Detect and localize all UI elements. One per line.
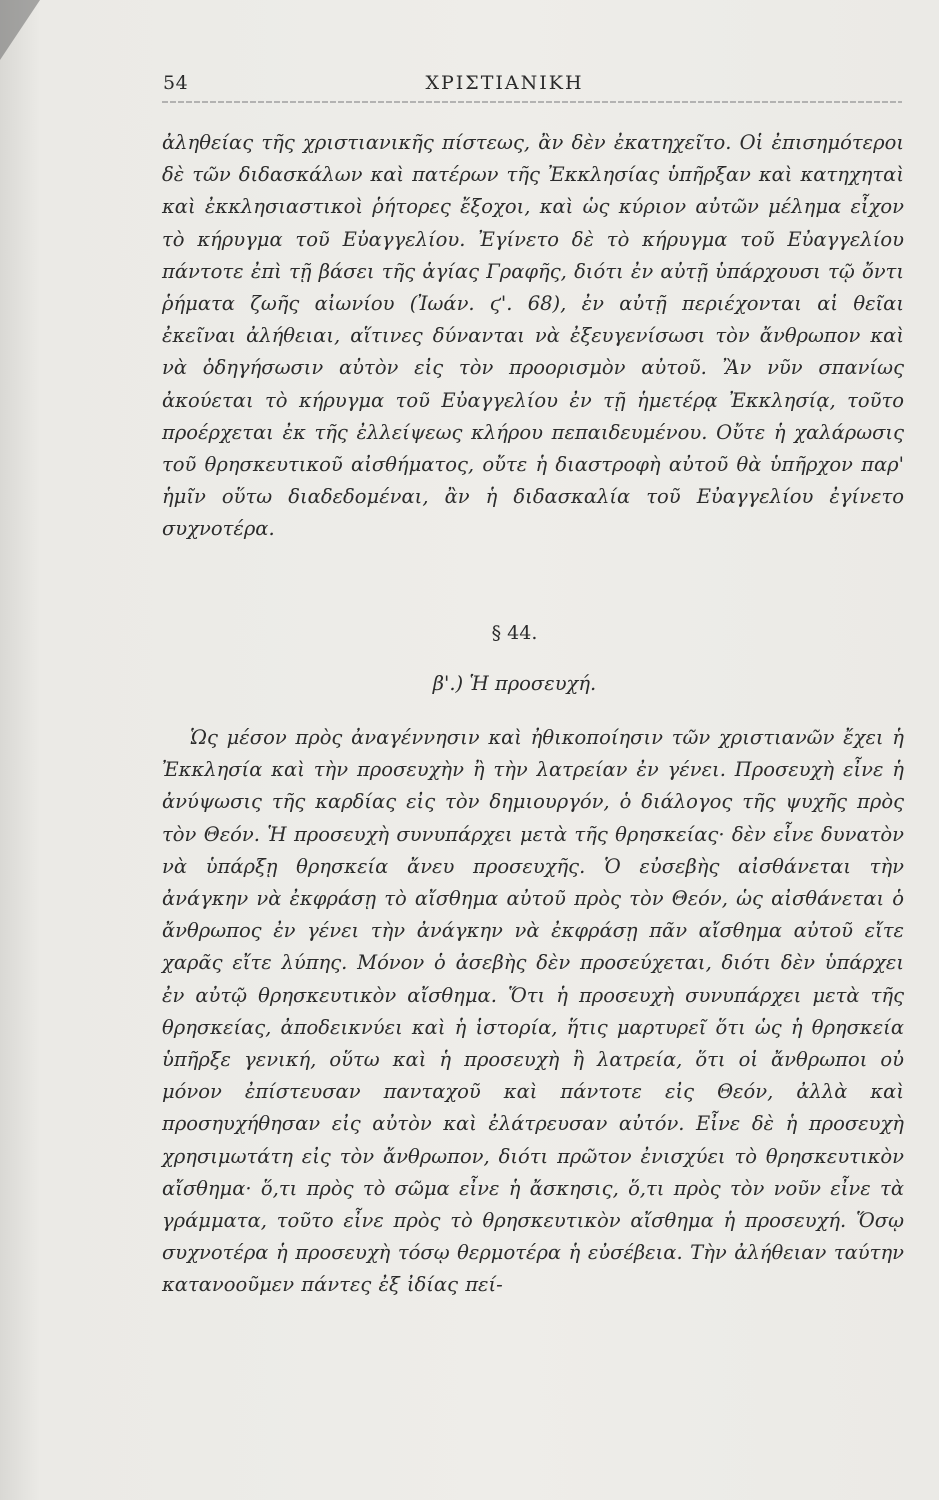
- body-paragraph-2: Ὡς μέσον πρὸς ἀναγέννησιν καὶ ἠθικοποίησιν τῶν χριστιανῶν ἔχει ἡ Ἐκκλησία καὶ τὴν προσευχὴν ἢ τὴν λατρείαν ἐν γένει. Προσευχὴ εἶνε ἡ ἀνύψωσις τῆς καρδίας εἰς τὸν δημιουργόν, ὁ διάλογος τῆς ψυχῆς πρὸς τὸν Θεόν. Ἡ προσευχὴ συνυπάρχει μετὰ τῆς θρησκείας· δὲν εἶνε δυνατὸν νὰ ὑπάρξῃ θρησκεία ἄνευ προσευχῆς. Ὁ εὐσεβὴς αἰσθάνεται τὴν ἀνάγκην νὰ ἐκφράσῃ τὸ αἴσθημα αὐτοῦ πρὸς τὸν Θεόν, ὡς αἰσθάνεται ὁ ἄνθρωπος ἐν γένει τὴν ἀνάγκην νὰ ἐκφράσῃ πᾶν αἴσθημα αὐτοῦ εἴτε χαρᾶς εἴτε λύπης. Μόνον ὁ ἀσεβὴς δὲν προσεύχεται, διότι δὲν ὑπάρχει ἐν αὐτῷ θρησκευτικὸν αἴσθημα. Ὅτι ἡ προσευχὴ συνυπάρχει μετὰ τῆς θρησκείας, ἀποδεικνύει καὶ ἡ ἱστορία, ἥτις μαρτυρεῖ ὅτι ὡς ἡ θρησκεία ὑπῆρξε γενική, οὕτω καὶ ἡ προσευχὴ ἢ λατρεία, ὅτι οἱ ἄνθρωποι οὐ μόνον ἐπίστευσαν πανταχοῦ καὶ πάντοτε εἰς Θεόν, ἀλλὰ καὶ προσηυχήθησαν εἰς αὐτὸν καὶ ἐλάτρευσαν αὐτόν. Εἶνε δὲ ἡ προσευχὴ χρησιμωτάτη εἰς τὸν ἄνθρωπον, διότι πρῶτον ἐνισχύει τὸ θρησκευτικὸν αἴσθημα· ὅ,τι πρὸς τὸ σῶμα εἶνε ἡ ἄσκησις, ὅ,τι πρὸς τὸν νοῦν εἶνε τὰ γράμματα, τοῦτο εἶνε πρὸς τὸ θρησκευτικὸν αἴσθημα ἡ προσευχή. Ὅσῳ συχνοτέρα ἡ προσευχὴ τόσῳ θερμοτέρα ἡ εὐσέβεια. Τὴν ἀλήθειαν ταύτην κατανοοῦμεν πάντες ἐξ ἰδίας πεί-: [162, 726, 904, 1297]
- section-title: β'.) Ἡ προσευχή.: [432, 672, 597, 695]
- header-rule: [162, 101, 902, 103]
- running-title: ΧΡΙΣΤΙΑΝΙΚΗ: [425, 72, 584, 94]
- page-number: 54: [163, 72, 189, 94]
- body-paragraph-1: ἀληθείας τῆς χριστιανικῆς πίστεως, ἂν δὲν ἐκατηχεῖτο. Οἱ ἐπισημότεροι δὲ τῶν διδασκάλων καὶ πατέρων τῆς Ἐκκλησίας ὑπῆρξαν καὶ κατηχηταὶ καὶ ἐκκλησιαστικοὶ ῥήτορες ἔξοχοι, καὶ ὡς κύριον αὐτῶν μέλημα εἶχον τὸ κήρυγμα τοῦ Εὐαγγελίου. Ἐγίνετο δὲ τὸ κήρυγμα τοῦ Εὐαγγελίου πάντοτε ἐπὶ τῇ βάσει τῆς ἁγίας Γραφῆς, διότι ἐν αὐτῇ ὑπάρχουσι τῷ ὄντι ῥήματα ζωῆς αἰωνίου (Ἰωάν. ϛ'. 68), ἐν αὐτῇ περιέχονται αἱ θεῖαι ἐκεῖναι ἀλήθειαι, αἵτινες δύνανται νὰ ἐξευγενίσωσι τὸν ἄνθρωπον καὶ νὰ ὁδηγήσωσιν αὐτὸν εἰς τὸν προορισμὸν αὐτοῦ. Ἂν νῦν σπανίως ἀκούεται τὸ κήρυγμα τοῦ Εὐαγγελίου ἐν τῇ ἡμετέρᾳ Ἐκκλησίᾳ, τοῦτο προέρχεται ἐκ τῆς ἐλλείψεως κλήρου πεπαιδευμένου. Οὔτε ἡ χαλάρωσις τοῦ θρησκευτικοῦ αἰσθήματος, οὔτε ἡ διαστροφὴ αὐτοῦ θὰ ὑπῆρχον παρ' ἡμῖν οὕτω διαδεδομέναι, ἂν ἡ διδασκαλία τοῦ Εὐαγγελίου ἐγίνετο συχνοτέρα.: [162, 131, 904, 541]
- page-corner-shadow: [0, 0, 40, 60]
- section-number: § 44.: [491, 622, 538, 644]
